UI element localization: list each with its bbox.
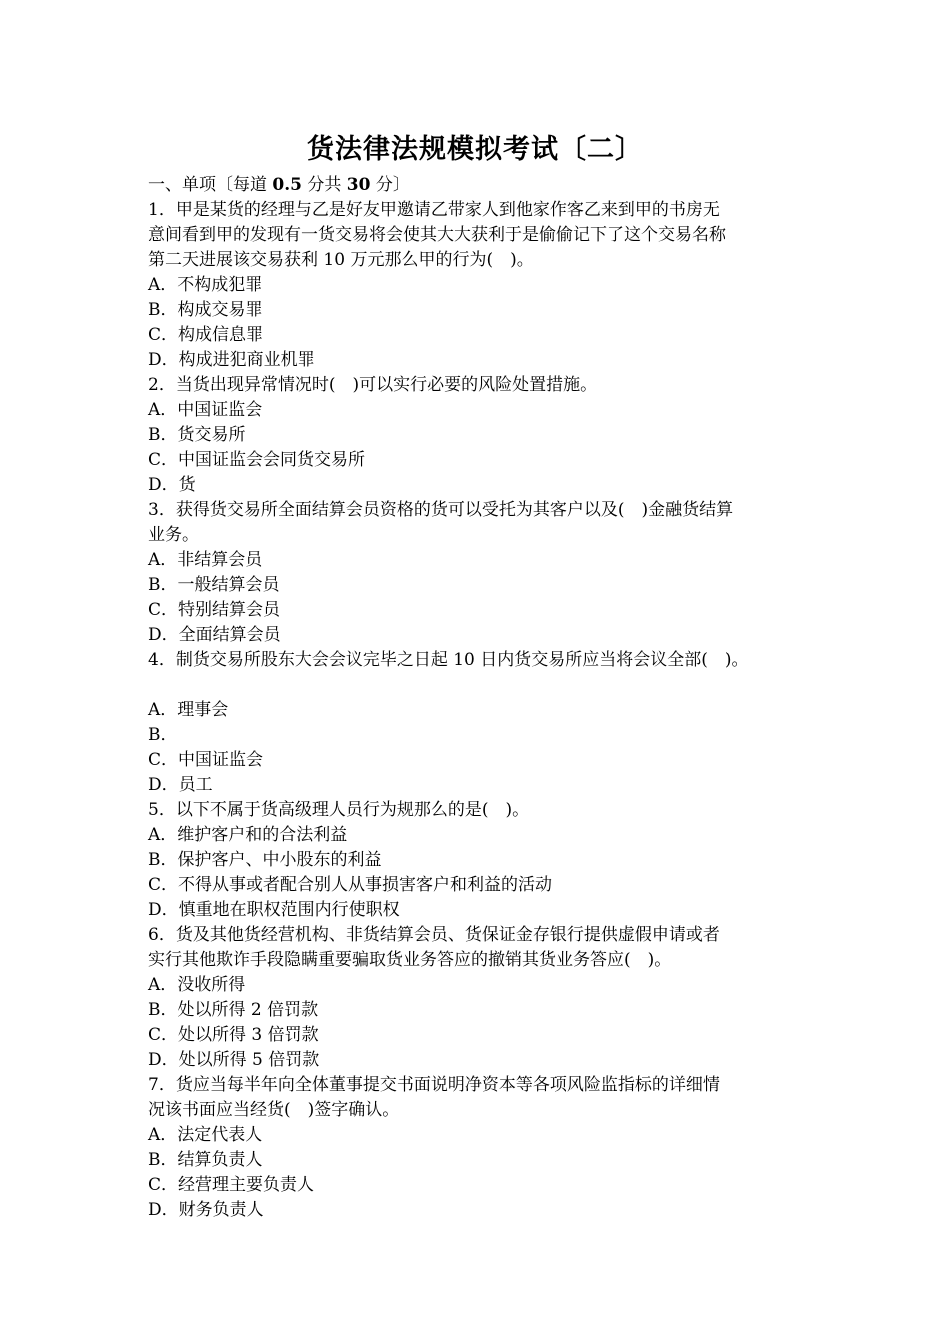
- question-7-option-c: C．经营理主要负责人: [148, 1175, 315, 1195]
- question-6-option-b: B．处以所得 2 倍罚款: [148, 1000, 319, 1020]
- question-1-option-b: B．构成交易罪: [148, 300, 263, 320]
- question-3-option-b: B．一般结算会员: [148, 575, 280, 595]
- section-points-each: 0.5: [272, 175, 302, 195]
- question-6-line-2: 实行其他欺诈手段隐瞒重要骗取货业务答应的撤销其货业务答应( )。: [148, 950, 672, 970]
- question-1-option-c: C．构成信息罪: [148, 325, 264, 345]
- question-7-line-2: 况该书面应当经货( )签字确认。: [148, 1100, 400, 1120]
- section-heading: [148, 173, 808, 198]
- question-1-line-3: 第二天进展该交易获利 10 万元那么甲的行为( )。: [148, 250, 534, 270]
- question-4-option-a: A．理事会: [148, 700, 229, 720]
- question-6-option-c: C．处以所得 3 倍罚款: [148, 1025, 319, 1045]
- question-1-line-2: 意间看到甲的发现有一货交易将会使其大大获利于是偷偷记下了这个交易名称: [148, 225, 726, 245]
- document-title: 货法律法规模拟考试〔二〕: [307, 134, 643, 165]
- question-7-option-a: A．法定代表人: [148, 1125, 263, 1145]
- question-5-option-b: B．保护客户、中小股东的利益: [148, 850, 382, 870]
- question-5-text: 5．以下不属于货高级理人员行为规那么的是( )。: [148, 800, 530, 820]
- question-6-option-d: D．处以所得 5 倍罚款: [148, 1050, 320, 1070]
- blank-line: [148, 673, 808, 698]
- question-3-option-d: D．全面结算会员: [148, 625, 281, 645]
- question-4-option-d: D．员工: [148, 775, 213, 795]
- question-6-option-a: A．没收所得: [148, 975, 246, 995]
- question-4-text: 4．制货交易所股东大会会议完毕之日起 10 日内货交易所应当将会议全部( )。: [148, 650, 749, 670]
- question-1-option-a: A．不构成犯罪: [148, 275, 263, 295]
- question-5-option-c: C．不得从事或者配合别人从事损害客户和利益的活动: [148, 875, 553, 895]
- question-5-option-a: A．维护客户和的合法利益: [148, 825, 348, 845]
- document-body: [148, 173, 808, 1223]
- question-3-option-a: A．非结算会员: [148, 550, 263, 570]
- question-4-option-c: C．中国证监会: [148, 750, 264, 770]
- section-points-total: 30: [346, 175, 371, 195]
- question-6-line-1: 6．货及其他货经营机构、非货结算会员、货保证金存银行提供虚假申请或者: [148, 925, 720, 945]
- question-2-option-a: A．中国证监会: [148, 400, 263, 420]
- question-2-option-c: C．中国证监会会同货交易所: [148, 450, 366, 470]
- question-5-option-d: D．慎重地在职权范围内行使职权: [148, 900, 400, 920]
- question-7-line-1: 7．货应当每半年向全体董事提交书面说明净资本等各项风险监指标的详细情: [148, 1075, 720, 1095]
- question-3-line-2: 业务。: [148, 525, 199, 545]
- question-3-line-1: 3．获得货交易所全面结算会员资格的货可以受托为其客户以及( )金融货结算: [148, 500, 734, 520]
- question-1-option-d: D．构成进犯商业机罪: [148, 350, 315, 370]
- question-4-option-b: B．: [148, 725, 178, 745]
- question-2-option-b: B．货交易所: [148, 425, 246, 445]
- question-3-option-c: C．特别结算会员: [148, 600, 281, 620]
- section-prefix: 一、单项〔每道: [148, 175, 273, 195]
- section-suffix: 分〕: [370, 175, 410, 195]
- section-middle: 分共: [301, 175, 347, 195]
- question-7-option-d: D．财务负责人: [148, 1200, 264, 1220]
- question-1-line-1: 1．甲是某货的经理与乙是好友甲邀请乙带家人到他家作客乙来到甲的书房无: [148, 200, 720, 220]
- question-7-option-b: B．结算负责人: [148, 1150, 263, 1170]
- question-2-option-d: D．货: [148, 475, 196, 495]
- question-2-text: 2．当货出现异常情况时( )可以实行必要的风险处置措施。: [148, 375, 598, 395]
